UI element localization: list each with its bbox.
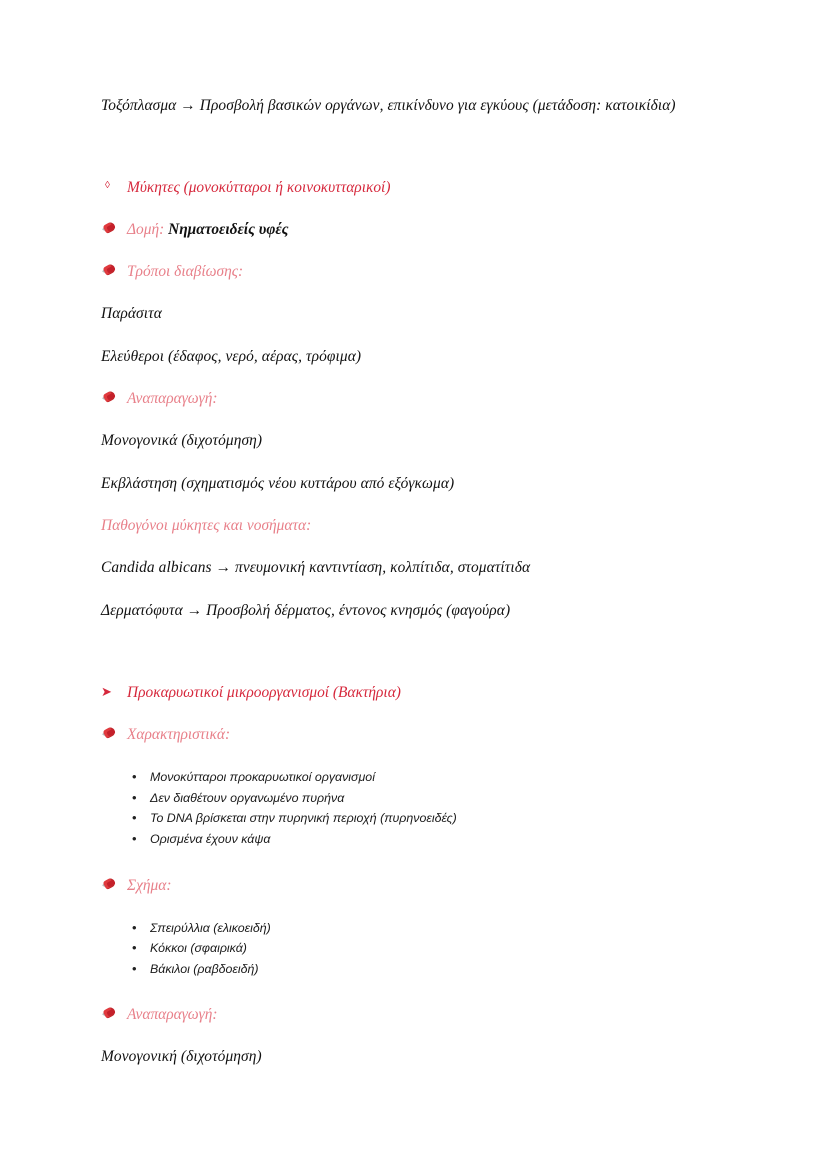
- bacteria-shape-list: [101, 918, 727, 980]
- diamond-bullet-icon: ◊: [105, 180, 110, 192]
- pushpin-icon: [101, 264, 123, 280]
- list-item: • Σπειρύλλια (ελικοειδή): [101, 918, 727, 939]
- triangle-bullet-icon: ➤: [101, 684, 112, 700]
- pushpin-icon: [101, 222, 123, 238]
- list-item: • Κόκκοι (σφαιρικά): [101, 938, 727, 959]
- list-item: • Δεν διαθέτουν οργανωμένο πυρήνα: [101, 788, 727, 809]
- fungi-lifestyle-item: Παράσιτα: [101, 305, 162, 323]
- section-spacer: [101, 643, 727, 683]
- fungi-structure-label: Δομή:: [127, 221, 165, 239]
- fungi-section-heading: [101, 178, 727, 198]
- bacteria-characteristics-label: Χαρακτηριστικά:: [127, 726, 231, 744]
- fungi-heading-label: Μύκητες (μονοκύτταροι ή κοινοκυτταρικοί): [127, 179, 391, 197]
- pushpin-icon: [101, 1007, 123, 1023]
- list-item: • Το DNA βρίσκεται στην πυρηνική περιοχή (πυρηνοειδές): [101, 808, 727, 829]
- fungi-lifestyles-heading: [101, 262, 727, 282]
- fungi-lifestyle-item: Ελεύθεροι (έδαφος, νερό, αέρας, τρόφιμα): [101, 347, 362, 365]
- fungi-pathogen-item: Candida albicans → πνευμονική καντιντίαση, κολπίτιδα, στοματίτιδα: [101, 559, 531, 577]
- fungi-lifestyles-label: Τρόποι διαβίωσης:: [127, 263, 244, 281]
- pushpin-icon: [101, 727, 123, 743]
- bacteria-reproduction-heading: [101, 1005, 727, 1025]
- bacteria-characteristics-heading: [101, 725, 727, 745]
- fungi-reproduction-item: Εκβλάστηση (σχηματισμός νέου κυττάρου από εξόγκωμα): [101, 474, 455, 492]
- fungi-reproduction-label: Αναπαραγωγή:: [127, 390, 218, 408]
- list-item: • Μονοκύτταροι προκαρυωτικοί οργανισμοί: [101, 767, 727, 788]
- fungi-reproduction-item: Μονογονικά (διχοτόμηση): [101, 432, 263, 450]
- fungi-pathogens-heading: Παθογόνοι μύκητες και νοσήματα:: [101, 517, 312, 535]
- document-content: [101, 96, 727, 1090]
- bacteria-reproduction-label: Αναπαραγωγή:: [127, 1006, 218, 1024]
- fungi-structure-line: [101, 220, 727, 240]
- bacteria-shape-label: Σχήμα:: [127, 876, 172, 894]
- pushpin-icon: [101, 878, 123, 894]
- bacteria-reproduction-item: Μονογονική (διχοτόμηση): [101, 1048, 262, 1066]
- intro-paragraph: Τοξόπλασμα → Προσβολή βασικών οργάνων, επικίνδυνο για εγκύους (μετάδοση: κατοικίδια): [101, 97, 676, 114]
- fungi-reproduction-heading: [101, 389, 727, 409]
- list-item: • Ορισμένα έχουν κάψα: [101, 829, 727, 850]
- list-item: • Βάκιλοι (ραβδοειδή): [101, 959, 727, 980]
- pushpin-icon: [101, 391, 123, 407]
- fungi-pathogen-item: Δερματόφυτα → Προσβολή δέρματος, έντονος κνησμός (φαγούρα): [101, 601, 511, 619]
- fungi-structure-value: Νηματοειδείς υφές: [168, 221, 289, 239]
- bacteria-characteristics-list: [101, 767, 727, 849]
- bacteria-heading-label: Προκαρυωτικοί μικροοργανισμοί (Βακτήρια): [127, 684, 401, 702]
- bacteria-section-heading: [101, 683, 727, 703]
- bacteria-shape-heading: [101, 876, 727, 896]
